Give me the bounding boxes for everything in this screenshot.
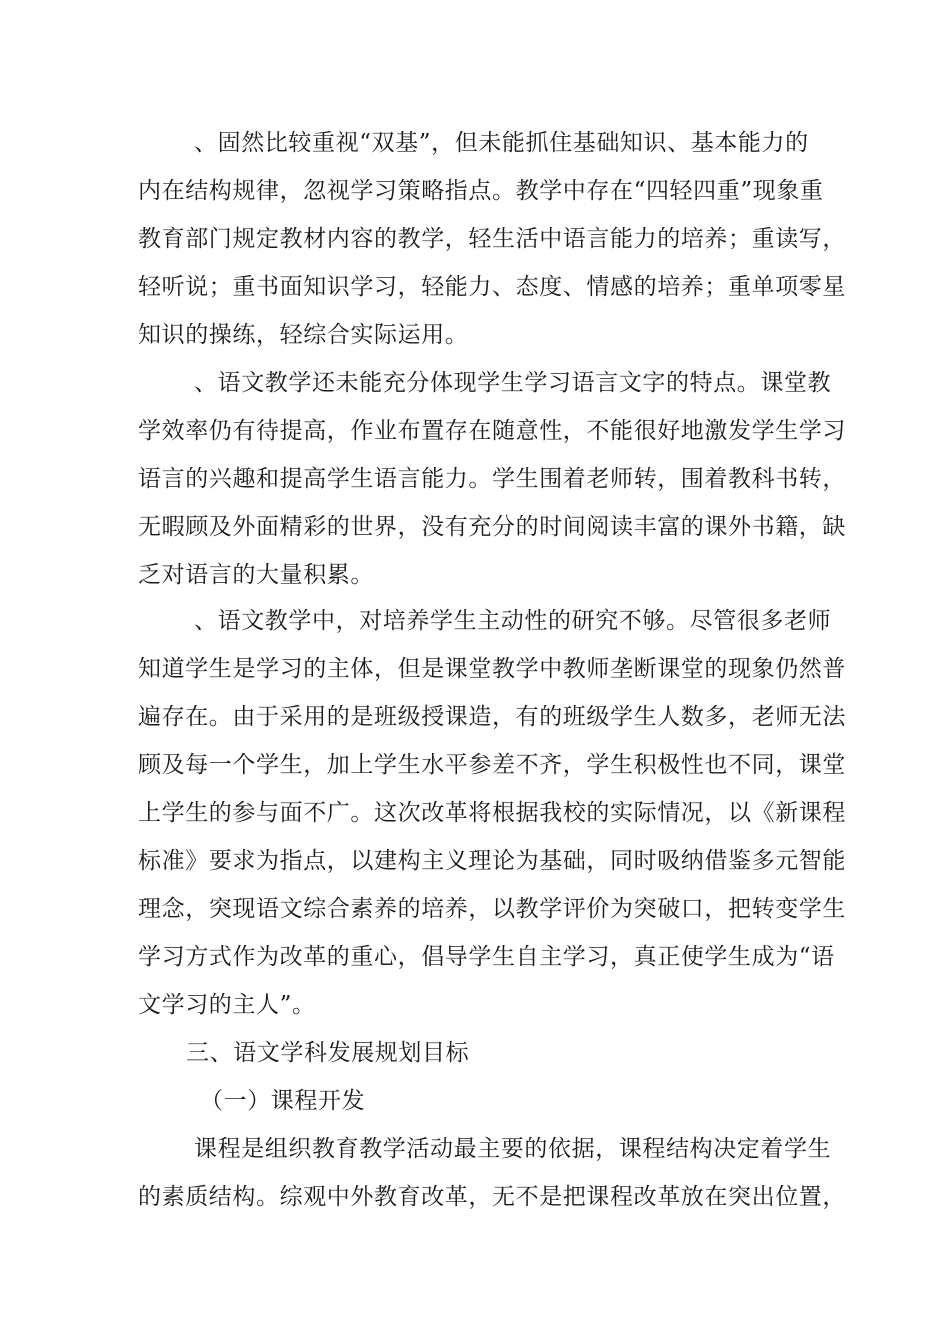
text-line: 上学生的参与面不广。这次改革将根据我校的实际情况，以《新课程 [138,800,846,826]
text-line: 语言的兴趣和提高学生语言能力。学生围着老师转，围着教科书转， [138,466,846,492]
text-line: 乏对语言的大量积累。 [138,562,374,588]
text-line: 知道学生是学习的主体，但是课堂教学中教师垄断课堂的现象仍然普 [138,656,846,682]
text-line: 的素质结构。综观中外教育改革，无不是把课程改革放在突出位置， [138,1184,846,1210]
text-line: 课程是组织教育教学活动最主要的依据，课程结构决定着学生 [194,1136,832,1162]
text-line: 、固然比较重视“双基”，但未能抓住基础知识、基本能力的 [194,130,809,156]
text-line: 理念，突现语文综合素养的培养，以教学评价为突破口，把转变学生 [138,896,846,922]
text-line: 知识的操练，轻综合实际运用。 [138,322,469,348]
text-line: 、语文教学中，对培养学生主动性的研究不够。尽管很多老师 [194,608,832,634]
text-line: 学效率仍有待提高，作业布置存在随意性，不能很好地激发学生学习 [138,418,846,444]
text-line: 轻听说；重书面知识学习，轻能力、态度、情感的培养；重单项零星 [138,274,846,300]
text-line: 标准》要求为指点，以建构主义理论为基础，同时吸纳借鉴多元智能 [138,848,846,874]
text-line: 、语文教学还未能充分体现学生学习语言文字的特点。课堂教 [194,370,832,396]
text-line: 内在结构规律，忽视学习策略指点。教学中存在“四轻四重”现象重 [138,178,824,204]
text-line: 教育部门规定教材内容的教学，轻生活中语言能力的培养；重读写， [138,226,846,252]
text-line: 文学习的主人”。 [138,992,316,1018]
text-line: 遍存在。由于采用的是班级授课造，有的班级学生人数多，老师无法 [138,704,846,730]
text-line: 顾及每一个学生，加上学生水平参差不齐，学生积极性也不同，课堂 [138,752,846,778]
sub-heading: （一）课程开发 [200,1088,366,1114]
section-heading: 三、语文学科发展规划目标 [186,1040,470,1066]
text-line: 学习方式作为改革的重心，倡导学生自主学习，真正使学生成为“语 [138,944,835,970]
text-line: 无暇顾及外面精彩的世界，没有充分的时间阅读丰富的课外书籍，缺 [138,514,846,540]
